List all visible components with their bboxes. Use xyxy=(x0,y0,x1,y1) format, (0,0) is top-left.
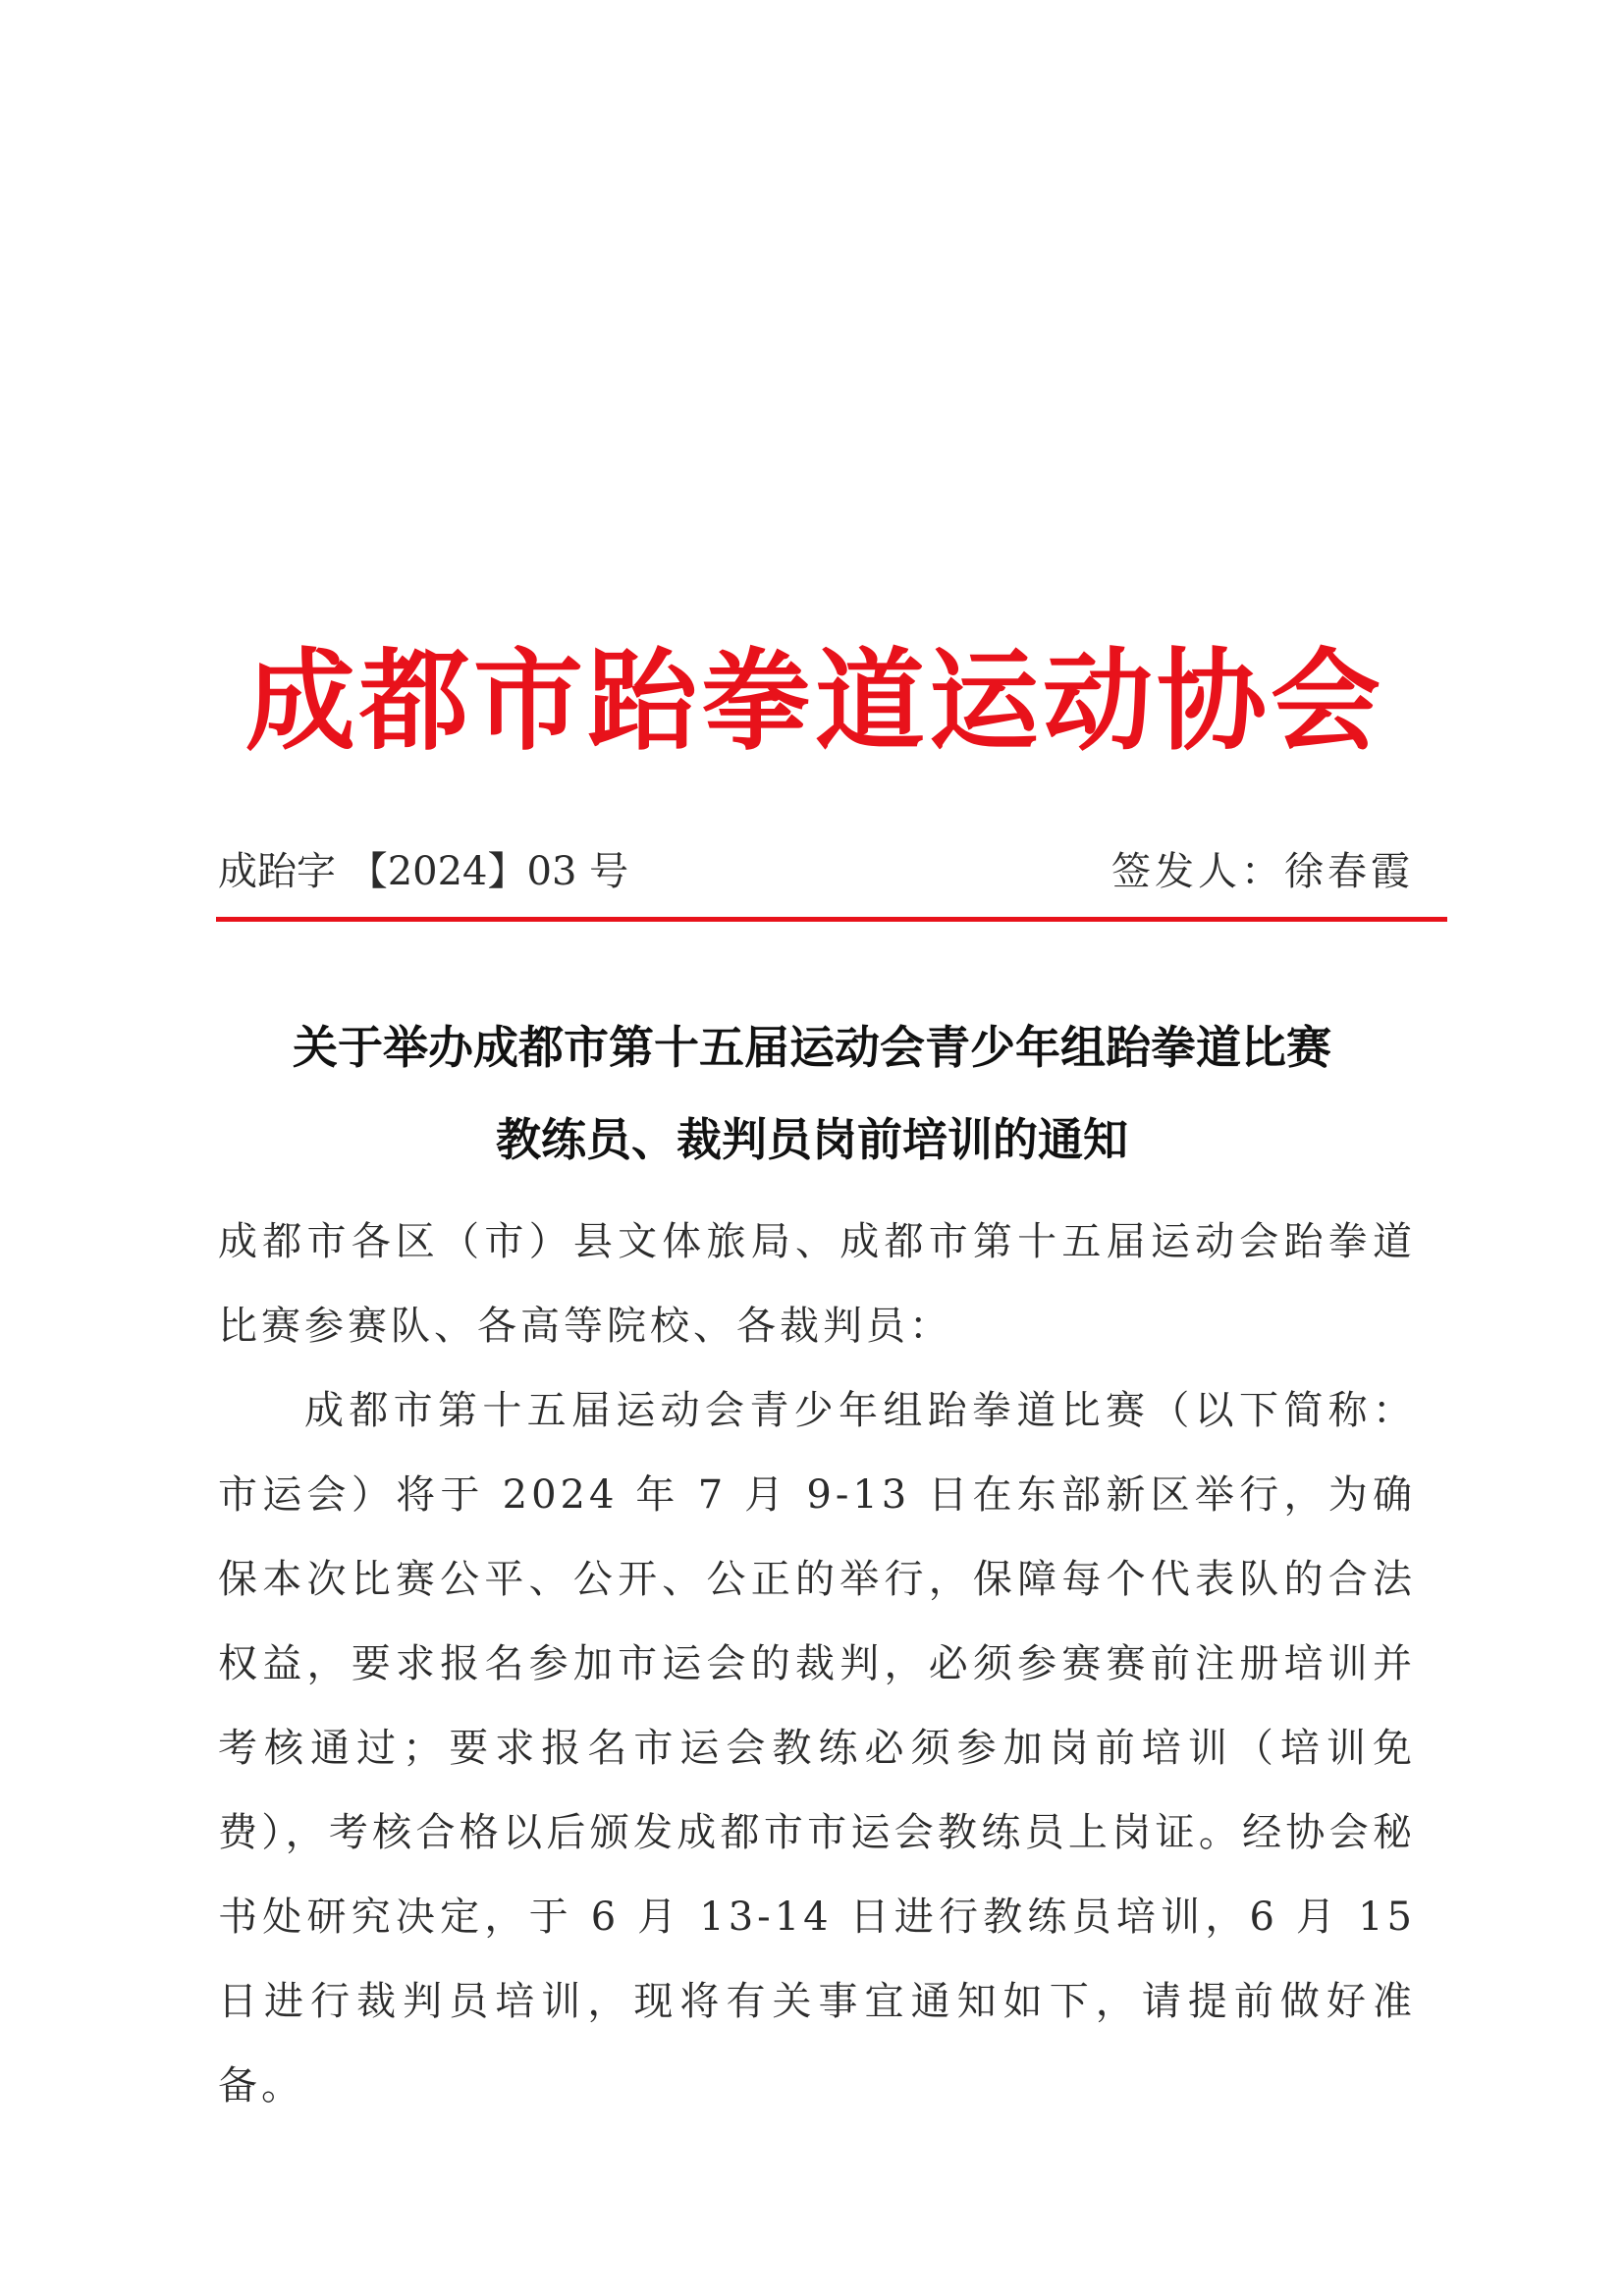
salutation: 成都市各区（市）县文体旅局、成都市第十五届运动会跆拳道比赛参赛队、各高等院校、各裁判员： xyxy=(218,1219,1416,1349)
notice-title xyxy=(196,1001,1428,1186)
document-meta-line xyxy=(218,842,1414,901)
red-divider-rule xyxy=(216,917,1447,922)
notice-title-line-2: 教练员、裁判员岗前培训的通知 xyxy=(496,1113,1128,1166)
notice-title-line-1: 关于举办成都市第十五届运动会青少年组跆拳道比赛 xyxy=(293,1021,1331,1074)
organization-header: 成都市跆拳道运动协会 xyxy=(245,638,1384,766)
body-paragraph-1: 成都市第十五届运动会青少年组跆拳道比赛（以下简称：市运会）将于 2024 年 7 月 9-13 日在东部新区举行，为确保本次比赛公平、公开、公正的举行，保障每个代表队的合法权益，要求报名参加市运会的裁判，必须参赛赛前注册培训并考核通过；要求报名市运会教练必须参加岗前培训（培训免费），考核合格以后颁发成都市市运会教练员上岗证。经协会秘书处研究决定，于 6 月 13-14 日进行教练员培训，6 月 15 日进行裁判员培训，现将有关事宜通知如下，请提前做好准备。 xyxy=(218,1388,1416,2109)
notice-body xyxy=(218,1200,1416,2128)
issuer: 签发人：徐春霞 xyxy=(1111,849,1414,894)
document-number: 成跆字 【2024】03 号 xyxy=(218,849,629,894)
